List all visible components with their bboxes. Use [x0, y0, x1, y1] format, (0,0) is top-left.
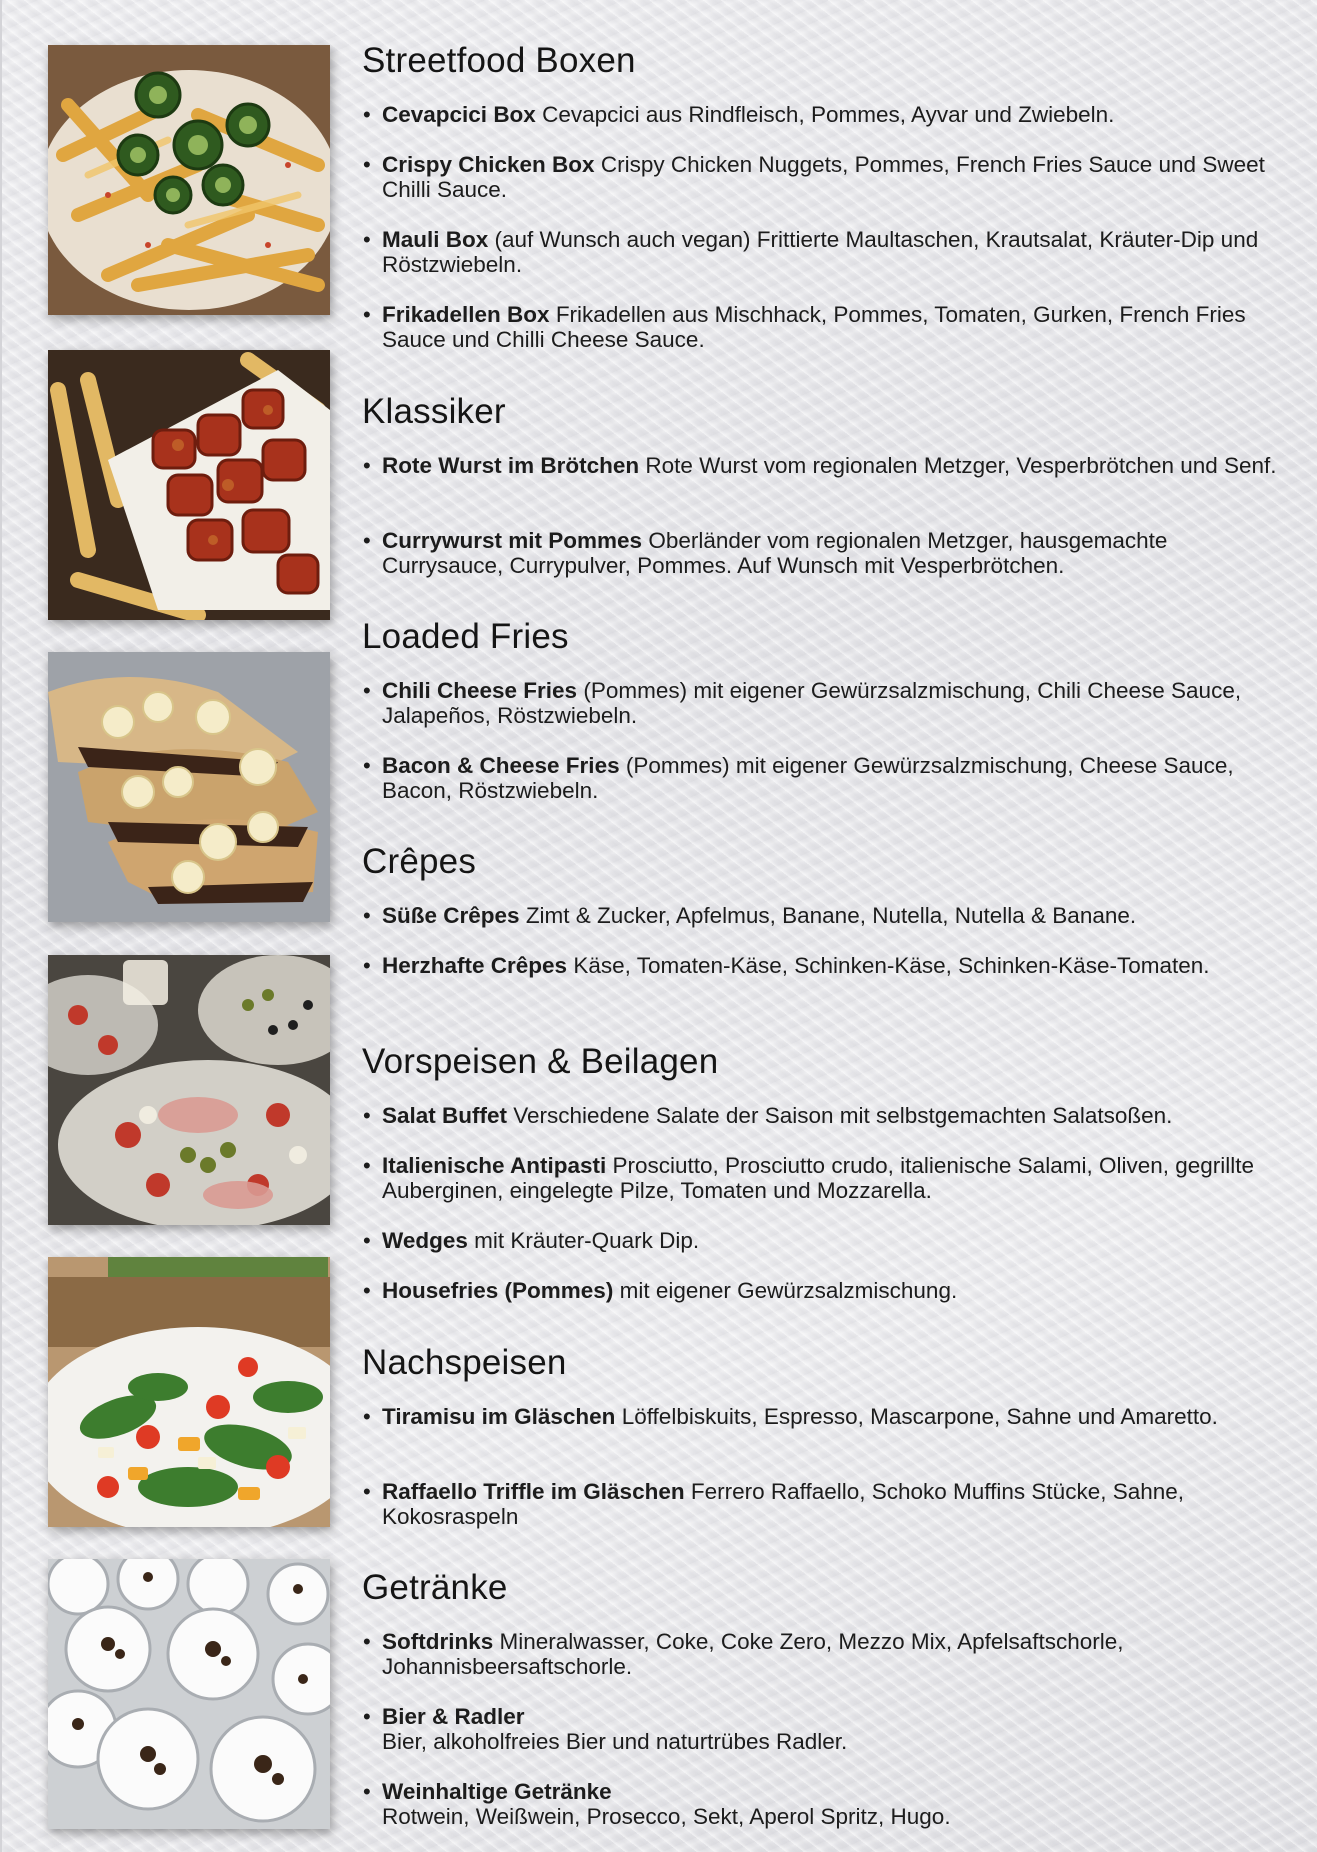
antipasti-platter-photo [48, 955, 330, 1225]
section-getraenke [362, 1565, 1282, 1829]
section-title: Getränke [362, 1568, 508, 1607]
section-title: Nachspeisen [362, 1343, 567, 1382]
loaded-fries-jalapenos-photo [48, 45, 330, 315]
section-loaded-fries [362, 614, 1282, 803]
section-klassiker [362, 389, 1282, 578]
item-name: Bier & Radler [382, 1704, 525, 1729]
item-description: (auf Wunsch auch vegan) Frittierte Maultaschen, Krautsalat, Kräuter-Dip und Röstzwiebeln. [382, 227, 1259, 277]
menu-item [362, 227, 1282, 277]
section-streetfood-boxen [362, 38, 1282, 352]
currywurst-icon [48, 350, 330, 620]
item-name: Rote Wurst im Brötchen [382, 453, 640, 478]
menu-item [362, 1704, 1282, 1754]
tiramisu-icon [48, 1559, 330, 1829]
menu-item [362, 152, 1282, 202]
menu-item [362, 302, 1282, 352]
section-title: Crêpes [362, 842, 477, 881]
currywurst-photo [48, 350, 330, 620]
menu-item [362, 1153, 1282, 1203]
item-name: Italienische Antipasti [382, 1153, 607, 1178]
item-description: Verschiedene Salate der Saison mit selbstgemachten Salatsoßen. [507, 1103, 1173, 1128]
menu-item [362, 1228, 1282, 1253]
section-crepes [362, 839, 1282, 978]
antipasti-icon [48, 955, 330, 1225]
item-description: Frikadellen aus Mischhack, Pommes, Tomaten, Gurken, French Fries Sauce und Chilli Cheese Sauce. [382, 302, 1246, 352]
item-name: Weinhaltige Getränke [382, 1779, 612, 1804]
item-description: Zimt & Zucker, Apfelmus, Banane, Nutella, Nutella & Banane. [519, 903, 1137, 928]
item-name: Raffaello Triffle im Gläschen [382, 1479, 685, 1504]
item-description: (Pommes) mit eigener Gewürzsalzmischung, Chili Cheese Sauce, Jalapeños, Röstzwiebeln. [382, 678, 1242, 728]
section-title: Loaded Fries [362, 617, 569, 656]
item-name: Süße Crêpes [382, 903, 520, 928]
menu-item [362, 1629, 1282, 1679]
item-name: Mauli Box [382, 227, 489, 252]
item-name: Crispy Chicken Box [382, 152, 595, 177]
item-name: Frikadellen Box [382, 302, 550, 327]
menu-item [362, 102, 1282, 127]
section-title: Vorspeisen & Beilagen [362, 1042, 719, 1081]
item-name: Housefries (Pommes) [382, 1278, 614, 1303]
menu-item [362, 1479, 1282, 1529]
tiramisu-glasses-photo [48, 1559, 330, 1829]
item-description: Cevapcici aus Rindfleisch, Pommes, Ayvar und Zwiebeln. [535, 102, 1115, 127]
item-description: Oberländer vom regionalen Metzger, hausgemachte Currysauce, Currypulver, Pommes. Auf Wunsch mit Vesperbrötchen. [382, 528, 1168, 578]
item-name: Softdrinks [382, 1629, 494, 1654]
item-description: Ferrero Raffaello, Schoko Muffins Stücke, Sahne, Kokosraspeln [382, 1479, 1185, 1529]
item-name: Salat Buffet [382, 1103, 508, 1128]
menu-item [362, 1779, 1282, 1829]
item-description: mit Kräuter-Quark Dip. [467, 1228, 700, 1253]
loaded-fries-jalapenos-icon [48, 45, 330, 315]
item-name: Currywurst mit Pommes [382, 528, 643, 553]
item-name: Tiramisu im Gläschen [382, 1404, 616, 1429]
section-title: Klassiker [362, 392, 506, 431]
menu-item [362, 453, 1282, 478]
menu-item [362, 1404, 1282, 1429]
item-description: Rote Wurst vom regionalen Metzger, Vesperbrötchen und Senf. [639, 453, 1277, 478]
menu-item [362, 1278, 1282, 1303]
crepes-icon [48, 652, 330, 922]
section-nachspeisen [362, 1340, 1282, 1529]
item-name: Herzhafte Crêpes [382, 953, 568, 978]
item-description: Löffelbiskuits, Espresso, Mascarpone, Sahne und Amaretto. [615, 1404, 1218, 1429]
banana-nutella-crepes-photo [48, 652, 330, 922]
item-description: Bier, alkoholfreies Bier und naturtrübes Radler. [382, 1729, 848, 1754]
section-vorspeisen-beilagen [362, 1039, 1282, 1303]
menu-item [362, 753, 1282, 803]
item-description: Crispy Chicken Nuggets, Pommes, French Fries Sauce und Sweet Chilli Sauce. [382, 152, 1265, 202]
section-title: Streetfood Boxen [362, 41, 636, 80]
item-description: Prosciutto, Prosciutto crudo, italienische Salami, Oliven, gegrillte Auberginen, eingelegte Pilze, Tomaten und Mozzarella. [382, 1153, 1255, 1203]
menu-item [362, 528, 1282, 578]
item-name: Wedges [382, 1228, 468, 1253]
menu-item [362, 953, 1282, 978]
menu-item [362, 1103, 1282, 1128]
menu-item [362, 903, 1282, 928]
item-name: Cevapcici Box [382, 102, 536, 127]
item-description: Rotwein, Weißwein, Prosecco, Sekt, Aperol Spritz, Hugo. [382, 1804, 951, 1829]
item-description: Mineralwasser, Coke, Coke Zero, Mezzo Mix, Apfelsaftschorle, Johannisbeersaftschorle. [382, 1629, 1124, 1679]
item-description: (Pommes) mit eigener Gewürzsalzmischung, Cheese Sauce, Bacon, Röstzwiebeln. [382, 753, 1234, 803]
menu-item [362, 678, 1282, 728]
item-description: Käse, Tomaten-Käse, Schinken-Käse, Schinken-Käse-Tomaten. [567, 953, 1210, 978]
salad-bowl-photo [48, 1257, 330, 1527]
item-name: Bacon & Cheese Fries [382, 753, 620, 778]
item-description: mit eigener Gewürzsalzmischung. [613, 1278, 958, 1303]
salad-icon [48, 1257, 330, 1527]
item-name: Chili Cheese Fries [382, 678, 578, 703]
